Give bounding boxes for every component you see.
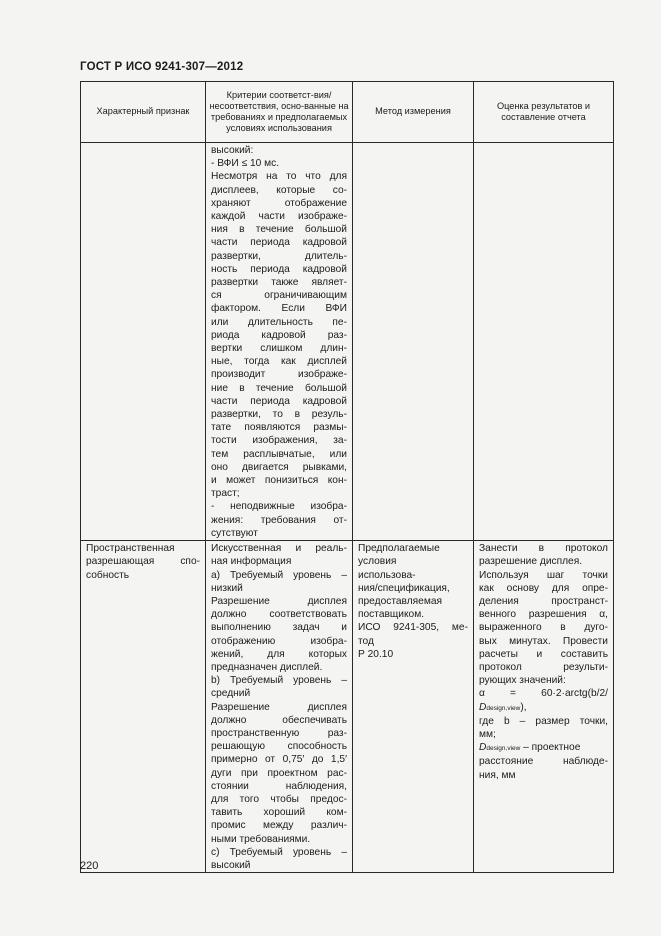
text-line: c) Требуемый уровень – xyxy=(211,846,347,858)
text-line: предназначен дисплей. xyxy=(211,661,323,673)
formula-subscript: design,view xyxy=(486,704,521,712)
table-row xyxy=(81,143,614,541)
definition-line: где b – размер точки, xyxy=(479,715,608,727)
criteria-cell xyxy=(206,143,353,541)
text-line: каждой части изображе- xyxy=(211,211,347,223)
text-line: производит изображе- xyxy=(211,369,347,381)
text-line: траст; xyxy=(211,488,240,500)
text-line: и может понизиться кон- xyxy=(211,475,347,487)
column-header-criteria: Критерии соответст-вия/несоответствия, осно-ванные на требованиях и предполагаемых условиях использования xyxy=(206,82,353,143)
text-line: дисплеев, которые со- xyxy=(211,184,347,196)
text-line: части периода кадровой xyxy=(211,395,347,407)
text-line: или длительность пе- xyxy=(211,316,347,328)
text-line: Разрешение дисплея xyxy=(211,595,347,607)
text-line: сутствуют xyxy=(211,527,258,539)
definition-line: мм; xyxy=(479,728,496,740)
text-line: - неподвижные изобра- xyxy=(211,501,347,513)
text-line: b) Требуемый уровень – xyxy=(211,675,347,687)
text-line: жений, для которых xyxy=(211,648,347,660)
text-line: тем расплывчатые, или xyxy=(211,448,347,460)
text-line: решающую способность xyxy=(211,741,347,753)
text-line: средний xyxy=(211,688,251,700)
text-line: развертки также являет- xyxy=(211,277,347,289)
text-line: выраженного в дуго- xyxy=(479,622,608,634)
text-line: поставщиком. xyxy=(358,609,425,621)
text-line: оно двигается рывками, xyxy=(211,461,347,473)
formula-symbol: D xyxy=(479,701,487,713)
text-line: развертки, длитель- xyxy=(211,250,347,262)
text-line: разрешение дисплея. xyxy=(479,556,583,568)
text-line: Разрешение дисплея xyxy=(211,701,347,713)
text-line: тате появляются размы- xyxy=(211,422,347,434)
text-line: промис между различ- xyxy=(211,820,347,832)
text-line: высокий xyxy=(211,859,251,871)
formula-tail: ), xyxy=(520,701,527,713)
text-line: a) Требуемый уровень – xyxy=(211,569,347,581)
text-line: как основу для опре- xyxy=(479,582,608,594)
text-line: условия xyxy=(358,556,397,568)
column-header-method: Метод измерения xyxy=(353,82,474,143)
text-line: венного разрешения α, xyxy=(479,609,608,621)
definition-line: расстояние наблюде- xyxy=(479,756,608,768)
evaluation-cell xyxy=(474,143,614,541)
text-line: риода кадровой раз- xyxy=(211,329,347,341)
text-line: предоставляемая xyxy=(358,595,443,607)
text-line: расчеты и составить xyxy=(479,648,608,660)
text-line: должно обеспечивать xyxy=(211,714,347,726)
text-line: высокий: xyxy=(211,145,254,156)
text-line: Занести в протокол xyxy=(479,543,608,555)
column-header-feature: Характерный признак xyxy=(81,82,206,143)
text-line: Несмотря на то что для xyxy=(211,171,347,183)
text-line: ся ограничивающим xyxy=(211,290,347,302)
text-line: вых минутах. Провести xyxy=(479,635,608,647)
text-line: Предполагаемые xyxy=(358,543,440,555)
requirements-table xyxy=(80,81,614,873)
text-line: выполнению задач и xyxy=(211,622,347,634)
formula-subscript: design,view xyxy=(486,745,521,753)
text-line: жения: требования от- xyxy=(211,514,347,526)
text-line: использова- xyxy=(358,569,416,581)
text-line: ные, тогда как дисплей xyxy=(211,356,347,368)
text-line: фактором. Если ВФИ xyxy=(211,303,347,315)
text-line: Пространственная xyxy=(86,543,175,555)
text-line: ность периода кадровой xyxy=(211,263,347,275)
definition-text: – проектное xyxy=(520,742,581,754)
feature-cell xyxy=(81,541,206,873)
text-line: Искусственная и реаль- xyxy=(211,543,347,555)
text-line: части периода кадровой xyxy=(211,237,347,249)
page-number: 220 xyxy=(80,860,99,872)
text-line: тости изображения, за- xyxy=(211,435,347,447)
definition-line: ния, мм xyxy=(479,769,516,781)
definition-line xyxy=(479,741,608,755)
text-line: низкий xyxy=(211,582,243,594)
text-line: ная информация xyxy=(211,556,292,568)
text-line: Р 20.10 xyxy=(358,648,394,660)
text-line: ния в течение большой xyxy=(211,224,347,236)
text-line: храняют отображение xyxy=(211,197,347,209)
formula-line: α = 60·2·arctg(b/2/ xyxy=(479,688,608,700)
method-cell xyxy=(353,541,474,873)
text-line: - ВФИ ≤ 10 мс. xyxy=(211,158,280,170)
table-row xyxy=(81,541,614,873)
text-line: ние в течение большой xyxy=(211,382,347,394)
table-header-row xyxy=(81,82,614,143)
text-line: разрешающая спо- xyxy=(86,556,200,568)
text-line: дуги при проектном рас- xyxy=(211,767,347,779)
text-line: Используя шаг точки xyxy=(479,569,608,581)
text-line: протокол результи- xyxy=(479,661,608,673)
text-line: должно соответствовать xyxy=(211,609,347,621)
text-line: тавить хороший ком- xyxy=(211,807,347,819)
text-line: ИСО 9241-305, ме- xyxy=(358,622,468,634)
evaluation-cell xyxy=(474,541,614,873)
text-line: ния/спецификация, xyxy=(358,582,450,594)
feature-cell xyxy=(81,143,206,541)
text-line: примерно от 0,75′ до 1,5′ xyxy=(211,754,347,766)
text-line: для того чтобы предос- xyxy=(211,793,347,805)
text-line: стоянии наблюдения, xyxy=(211,780,347,792)
formula-line xyxy=(479,701,608,715)
criteria-cell xyxy=(206,541,353,873)
formula-symbol: D xyxy=(479,742,487,754)
evaluation-text xyxy=(479,542,608,687)
document-header: ГОСТ Р ИСО 9241-307—2012 xyxy=(80,61,244,73)
text-line: пространственную раз- xyxy=(211,727,347,739)
text-line: тод xyxy=(358,635,374,647)
text-line: ными требованиями. xyxy=(211,833,311,845)
text-line: деления пространст- xyxy=(479,595,608,607)
text-line: рующих значений: xyxy=(479,675,566,687)
text-line: развертки, то в резуль- xyxy=(211,409,347,421)
text-line: отображению изобра- xyxy=(211,635,347,647)
text-line: вертки слишком длин- xyxy=(211,343,347,355)
column-header-evaluation: Оценка результатов и составление отчета xyxy=(474,82,614,143)
text-line: собность xyxy=(86,569,130,581)
method-cell xyxy=(353,143,474,541)
